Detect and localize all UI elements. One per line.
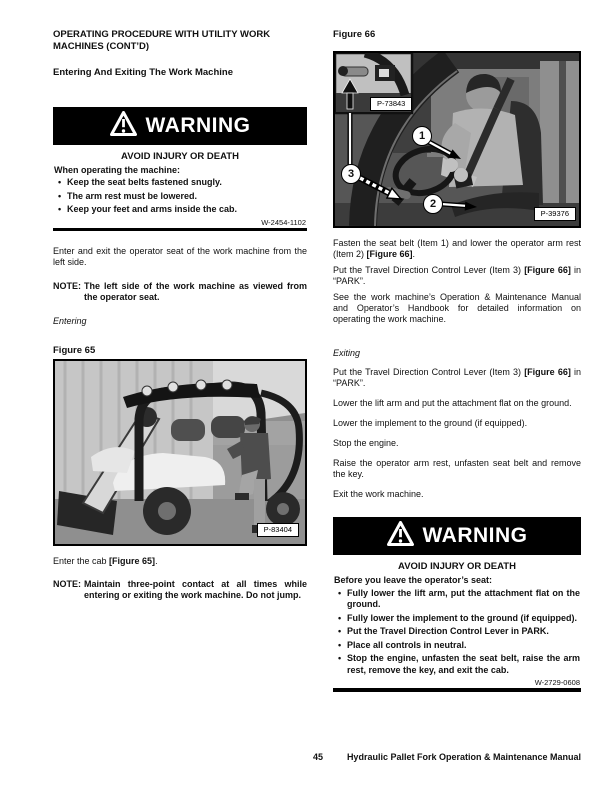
travel-lever-paragraph (333, 265, 581, 287)
warning-bottom-rule (333, 688, 581, 692)
enter-exit-paragraph: Enter and exit the operator seat of the work machine from the left side. (53, 246, 307, 267)
warning-bottom-rule (53, 228, 307, 232)
warning-bullet-item: • Fully lower the implement to the ground (if equipped). (334, 613, 580, 625)
warning-bullet-item: • Keep your feet and arms inside the cab. (54, 204, 306, 216)
bullet-marker: • (58, 177, 62, 187)
bullet-marker: • (338, 612, 342, 623)
bullet-marker: • (338, 639, 342, 650)
text-segment: Put the Travel Direction Control Lever (Item 3) (333, 367, 525, 377)
text-segment: in “PARK”. (333, 265, 581, 286)
figure-66-photo (333, 51, 581, 228)
figure-ref: [Figure 66] (524, 367, 571, 377)
bullet-marker: • (338, 653, 342, 663)
warning-bullet-item: • Fully lower the lift arm, put the attachment flat on the ground. (334, 588, 580, 611)
page-footer (0, 752, 612, 766)
figure-ref: [Figure 66] (524, 265, 571, 275)
figure-66-photo-code: P-39376 (534, 207, 576, 221)
stop-engine-paragraph: Stop the engine. (333, 438, 399, 448)
raise-armrest-paragraph: Raise the operator arm rest, unfasten seat belt and remove the key. (333, 458, 581, 479)
figure-ref: [Figure 65] (109, 556, 156, 566)
bullet-marker: • (338, 626, 342, 636)
warning-heading: AVOID INJURY OR DEATH (398, 561, 516, 572)
note-text: Maintain three-point contact at all times while entering or exiting the work machine. Do not jump. (84, 579, 307, 600)
warning-bullet-item: • The arm rest must be lowered. (54, 191, 306, 203)
subsection-title: Entering And Exiting The Work Machine (53, 67, 233, 78)
text-segment: . (412, 249, 416, 259)
note-left-side (53, 281, 307, 303)
warning-triangle-icon (110, 111, 137, 141)
see-manual-paragraph: See the work machine’s Operation & Maintenance Manual and Operator’s Handbook for detailed information on operating the work machine. (333, 292, 581, 324)
warning-intro: When operating the machine: (54, 164, 181, 175)
text-segment: Enter the cab (53, 556, 110, 566)
note-label: NOTE: (53, 281, 81, 291)
warning-bullet-item: • Place all controls in neutral. (334, 640, 580, 652)
fasten-seat-belt-paragraph (333, 238, 581, 260)
lower-lift-arm-paragraph: Lower the lift arm and put the attachment flat on the ground. (333, 398, 572, 408)
footer-manual-title: Hydraulic Pallet Fork Operation & Maintenance Manual (346, 752, 581, 762)
text-segment: Put the Travel Direction Control Lever (Item 3) (333, 265, 525, 275)
page-number: 45 (313, 752, 324, 762)
travel-lever-park-paragraph (333, 367, 581, 389)
figure-ref: [Figure 66] (366, 249, 413, 259)
callout-2: 2 (423, 194, 443, 214)
warning-intro: Before you leave the operator’s seat: (334, 575, 493, 585)
figure-65-photo (53, 359, 307, 546)
section-title: OPERATING PROCEDURE WITH UTILITY WORK MACHINES (CONT’D) (53, 29, 271, 52)
right-column (333, 29, 581, 692)
warning-triangle-icon (387, 521, 414, 551)
enter-cab-paragraph (53, 556, 307, 567)
warning-box-leaving-seat (333, 517, 581, 692)
warning-code: W-2454-1102 (261, 217, 306, 227)
warning-header (333, 517, 581, 555)
bullet-marker: • (58, 204, 62, 214)
exiting-label: Exiting (333, 348, 361, 358)
warning-bullet-list (334, 588, 580, 677)
entering-label: Entering (53, 316, 87, 326)
note-three-point (53, 579, 307, 601)
figure-65-label: Figure 65 (53, 345, 96, 356)
bullet-marker: • (58, 190, 62, 201)
warning-title: WARNING (422, 524, 528, 547)
text-segment: in “PARK”. (333, 367, 581, 388)
warning-bullet-item: • Stop the engine, unfasten the seat belt, raise the arm rest, remove the key, and exit the cab. (334, 653, 580, 676)
warning-body (53, 145, 307, 227)
note-text: The left side of the work machine as viewed from the operator seat. (84, 281, 307, 302)
bullet-marker: • (338, 587, 342, 598)
left-column (53, 29, 307, 601)
figure-65-illustration (55, 361, 305, 544)
warning-header (53, 107, 307, 145)
text-segment: Fasten the seat belt (Item 1) and lower the operator arm rest (Item 2) (333, 238, 581, 259)
warning-code: W-2729-0608 (534, 678, 580, 687)
warning-bullet-list (54, 177, 306, 216)
warning-bullet-item: • Put the Travel Direction Control Lever in PARK. (334, 626, 580, 638)
warning-bullet-item: • Keep the seat belts fastened snugly. (54, 177, 306, 189)
warning-title: WARNING (145, 113, 251, 137)
exit-machine-paragraph: Exit the work machine. (333, 489, 424, 499)
text-segment: . (155, 556, 158, 566)
figure-65-photo-code: P-83404 (257, 523, 299, 537)
callout-1: 1 (412, 126, 432, 146)
warning-box-operating (53, 107, 307, 232)
callout-3: 3 (341, 164, 361, 184)
warning-heading: AVOID INJURY OR DEATH (121, 150, 239, 162)
figure-66-label: Figure 66 (333, 29, 376, 40)
figure-66-illustration (335, 53, 579, 226)
figure-66-inset-code: P-73843 (370, 97, 412, 111)
lower-implement-paragraph: Lower the implement to the ground (if equipped). (333, 418, 528, 428)
note-label: NOTE: (53, 579, 81, 589)
warning-body (333, 555, 581, 687)
